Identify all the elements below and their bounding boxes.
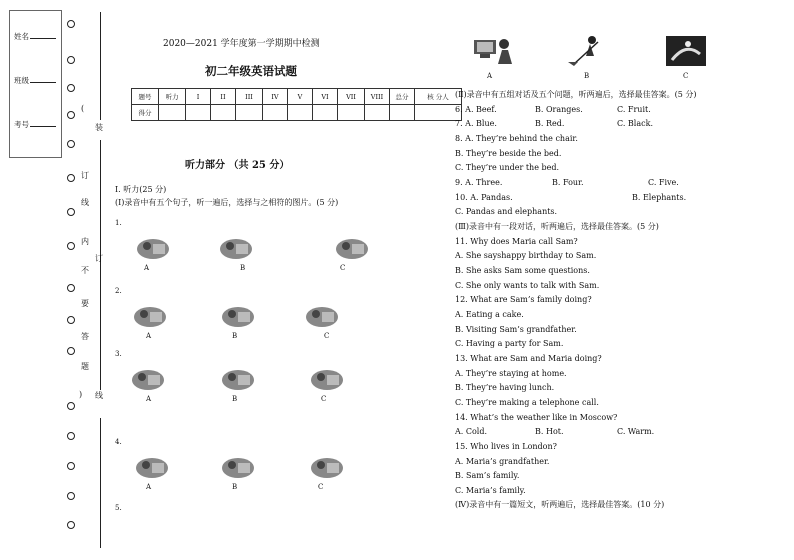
question-line: C. They’re under the bed.: [455, 163, 559, 173]
score-table-header-cell: 听力: [159, 89, 186, 105]
picture-question-number: 1.: [115, 219, 122, 227]
binding-hole-icon: [67, 56, 75, 64]
option-label: A: [144, 264, 150, 272]
computer-user-picture: [466, 34, 514, 66]
option-picture[interactable]: [131, 234, 175, 268]
binding-strip-char: 订: [95, 254, 103, 263]
question-line: A. Eating a cake.: [455, 309, 524, 319]
question-line: B. Visiting Sam’s grandfather.: [455, 324, 577, 334]
score-input-cell[interactable]: [263, 105, 288, 121]
picture-question-number: 4.: [115, 438, 122, 446]
score-table-header-cell: V: [288, 89, 313, 105]
option-picture[interactable]: [330, 234, 374, 268]
binding-hole-icon: [67, 462, 75, 470]
binding-strip-char: 内: [81, 237, 89, 246]
question-option-line: 10. A. Pandas.: [455, 192, 513, 202]
binding-hole-icon: [67, 111, 75, 119]
question-line: B. She asks Sam some questions.: [455, 265, 590, 275]
question-option-line: 7. A. Blue.: [455, 119, 497, 129]
question-line: A. She sayshappy birthday to Sam.: [455, 251, 597, 261]
question-line: (Ⅳ)录音中有一篇短文，听两遍后，选择最佳答案。(10 分): [455, 500, 665, 510]
answer-option: B. Four.: [552, 177, 584, 187]
answer-picture-label: A: [487, 72, 493, 80]
option-label: C: [318, 483, 324, 491]
binding-strip-char: 题: [81, 362, 89, 371]
score-input-cell[interactable]: [159, 105, 186, 121]
answer-option: C. Warm.: [617, 427, 655, 437]
section-title: 听力部分 （共 25 分）: [185, 160, 290, 171]
binding-hole-icon: [67, 20, 75, 28]
score-table-header-cell: 总分: [390, 89, 415, 105]
option-picture[interactable]: [216, 302, 260, 336]
binding-strip-char: 不: [81, 266, 89, 275]
score-table-header-cell: VIII: [365, 89, 390, 105]
binding-strip-char: 答: [81, 332, 89, 341]
question-line: 8. A. They’re behind the chair.: [455, 133, 578, 143]
part-heading: Ⅰ. 听力(25 分): [115, 185, 167, 194]
answer-option: B. Elephants.: [632, 192, 687, 202]
part-instruction: (Ⅰ)录音中有五个句子，听一遍后，选择与之相符的图片。(5 分): [115, 198, 339, 207]
binding-hole-icon: [67, 347, 75, 355]
option-label: A: [146, 395, 152, 403]
class-field[interactable]: 班级: [14, 75, 56, 86]
option-label: B: [232, 395, 238, 403]
sweeping-person-picture: [562, 34, 606, 66]
option-label: B: [232, 483, 238, 491]
score-input-cell[interactable]: [211, 105, 236, 121]
question-line: 12. What are Sam’s family doing?: [455, 295, 592, 305]
question-option-line: 9. A. Three.: [455, 177, 503, 187]
skateboarder-picture: [666, 36, 706, 66]
score-table-header-cell: I: [186, 89, 211, 105]
binding-hole-icon: [67, 242, 75, 250]
question-line: C. She only wants to talk with Sam.: [455, 280, 600, 290]
answer-option: C. Black.: [617, 119, 653, 129]
exam-term: 2020—2021 学年度第一学期期中检测: [163, 39, 320, 49]
binding-strip-char: 要: [81, 299, 89, 308]
name-field[interactable]: 姓名: [14, 31, 56, 42]
question-line: 11. Why does Maria call Sam?: [455, 236, 578, 246]
question-line: 14. What’s the weather like in Moscow?: [455, 412, 618, 422]
binding-hole-icon: [67, 492, 75, 500]
binding-hole-icon: [67, 284, 75, 292]
option-label: A: [146, 483, 152, 491]
score-table-header-cell: II: [211, 89, 236, 105]
score-table-header-cell: 题号: [132, 89, 159, 105]
score-table-header-row: [132, 89, 462, 105]
picture-question-number: 5.: [115, 504, 122, 512]
option-picture[interactable]: [126, 365, 170, 399]
exam-title: 初二年级英语试题: [205, 64, 297, 78]
option-picture[interactable]: [214, 234, 258, 268]
answer-option: C. Five.: [648, 177, 679, 187]
score-input-cell[interactable]: [338, 105, 365, 121]
binding-line: [100, 418, 101, 548]
option-picture[interactable]: [305, 453, 349, 487]
question-line: A. Maria’s grandfather.: [455, 456, 550, 466]
option-label: C: [340, 264, 346, 272]
binding-strip-char: (: [81, 104, 85, 113]
option-label: B: [240, 264, 246, 272]
binding-hole-icon: [67, 84, 75, 92]
binding-strip-char: 装: [95, 123, 103, 132]
option-picture[interactable]: [305, 365, 349, 399]
answer-option: C. Fruit.: [617, 104, 651, 114]
option-label: B: [232, 332, 238, 340]
score-row-label: 得分: [132, 105, 159, 121]
binding-hole-icon: [67, 174, 75, 182]
question-line: B. They’re beside the bed.: [455, 148, 562, 158]
option-label: A: [146, 332, 152, 340]
binding-strip-char: 线: [95, 391, 103, 400]
answer-picture-label: B: [584, 72, 590, 80]
option-label: C: [321, 395, 327, 403]
option-picture[interactable]: [216, 453, 260, 487]
score-input-cell[interactable]: [236, 105, 263, 121]
score-input-cell[interactable]: [390, 105, 415, 121]
binding-hole-icon: [67, 402, 75, 410]
question-line: (Ⅱ)录音中有五组对话及五个问题，听两遍后，选择最佳答案。(5 分): [455, 90, 697, 99]
question-line: C. Maria’s family.: [455, 485, 526, 495]
question-line: B. They’re having lunch.: [455, 383, 555, 393]
binding-hole-icon: [67, 432, 75, 440]
score-table-header-cell: 核 分人: [415, 89, 462, 105]
score-table-header-cell: III: [236, 89, 263, 105]
question-line: 13. What are Sam and Maria doing?: [455, 353, 602, 363]
score-table: [131, 88, 462, 121]
score-input-cell[interactable]: [313, 105, 338, 121]
score-table-header-cell: VII: [338, 89, 365, 105]
picture-question-number: 2.: [115, 287, 122, 295]
answer-option: B. Oranges.: [535, 104, 583, 114]
answer-option: B. Hot.: [535, 427, 564, 437]
question-line: 15. Who lives in London?: [455, 441, 557, 451]
binding-line: [100, 12, 101, 120]
binding-hole-icon: [67, 316, 75, 324]
score-table-header-cell: IV: [263, 89, 288, 105]
question-option-line: 6. A. Beef.: [455, 104, 497, 114]
score-input-cell[interactable]: [288, 105, 313, 121]
score-input-cell[interactable]: [365, 105, 390, 121]
binding-strip-char: ): [79, 390, 83, 399]
question-line: C. Having a party for Sam.: [455, 339, 564, 349]
binding-hole-icon: [67, 521, 75, 529]
student-info-box: [9, 10, 62, 158]
option-picture[interactable]: [300, 302, 344, 336]
question-line: C. Pandas and elephants.: [455, 207, 558, 217]
question-line: (Ⅲ)录音中有一段对话，听两遍后，选择最佳答案。(5 分): [455, 221, 659, 231]
answer-option: B. Red.: [535, 119, 565, 129]
option-picture[interactable]: [128, 302, 172, 336]
question-option-line: A. Cold.: [455, 427, 488, 437]
picture-question-number: 3.: [115, 350, 122, 358]
option-label: C: [324, 332, 330, 340]
question-line: B. Sam’s family.: [455, 471, 520, 481]
exam-number-field[interactable]: 考号: [14, 119, 56, 130]
binding-line: [100, 140, 101, 390]
answer-picture-label: C: [683, 72, 689, 80]
binding-hole-icon: [67, 140, 75, 148]
binding-hole-icon: [67, 208, 75, 216]
binding-strip-char: 订: [81, 171, 89, 180]
question-line: C. They’re making a telephone call.: [455, 397, 599, 407]
score-table-header-cell: VI: [313, 89, 338, 105]
score-table-score-row: [132, 105, 462, 121]
question-line: A. They’re staying at home.: [455, 368, 567, 378]
option-picture[interactable]: [216, 365, 260, 399]
score-input-cell[interactable]: [186, 105, 211, 121]
binding-strip-char: 线: [81, 198, 89, 207]
option-picture[interactable]: [130, 453, 174, 487]
